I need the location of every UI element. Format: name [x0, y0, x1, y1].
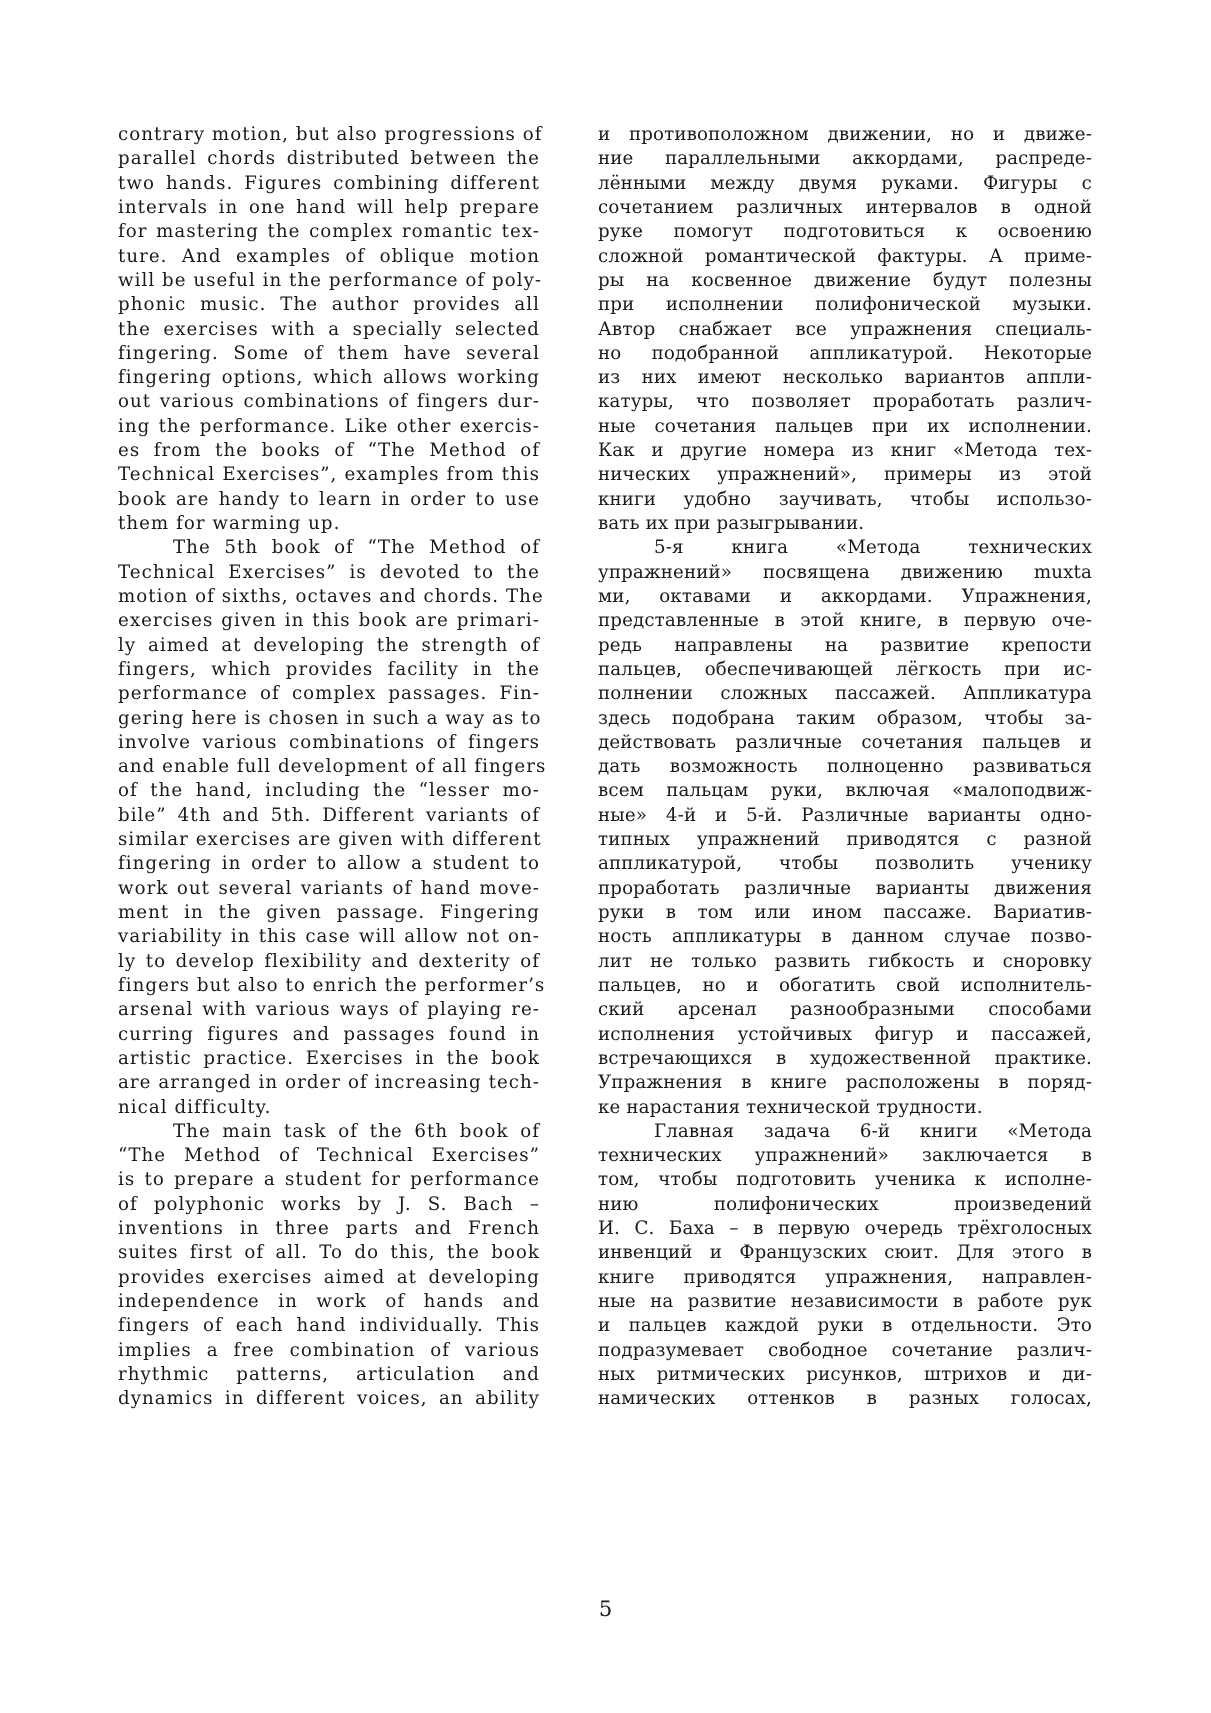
text-line: are arranged in order of increasing tech-: [118, 1072, 540, 1094]
text-line: намических оттенков в разных голосах,: [598, 1388, 1092, 1410]
text-line: действовать различные сочетания пальцев и: [598, 731, 1092, 753]
text-line: fingers but also to enrich the performer’s: [118, 974, 546, 996]
text-line: fingering. Some of them have several: [118, 342, 540, 364]
text-line: parallel chords distributed between the: [118, 148, 540, 170]
text-line: пальцев, обеспечивающей лёгкость при ис-: [598, 658, 1092, 680]
page-number: 5: [598, 1597, 613, 1621]
text-line: катуры, что позволяет проработать различ-: [598, 391, 1092, 413]
text-line: curring figures and passages found in: [118, 1023, 540, 1045]
text-line: руке помогут подготовиться к освоению: [598, 221, 1092, 243]
text-line: при исполнении полифонической музыки.: [598, 294, 1092, 316]
text-line: книги удобно заучивать, чтобы использо-: [598, 488, 1092, 510]
text-line: variability in this case will allow not on-: [118, 926, 540, 948]
text-line: и противоположном движении, но и движе-: [598, 124, 1092, 145]
text-line: инвенций и Французских сюит. Для этого в: [598, 1242, 1092, 1264]
text-line: И. С. Баха – в первую очередь трёхголосных: [598, 1218, 1092, 1240]
text-line: представленные в этой книге, в первую оче-: [598, 610, 1092, 632]
text-line: лит не только развить гибкость и сноровку: [598, 950, 1092, 972]
text-line: gering here is chosen in such a way as to: [118, 707, 542, 729]
text-line: out various combinations of fingers dur-: [118, 391, 540, 413]
text-line: nical difficulty.: [118, 1096, 272, 1118]
text-line: ский арсенал разнообразными способами: [598, 999, 1092, 1021]
text-line: dynamics in different voices, an ability: [118, 1388, 540, 1410]
text-line: ние параллельными аккордами, распреде-: [598, 148, 1092, 170]
text-line: inventions in three parts and French: [118, 1218, 540, 1240]
text-line: аппликатурой, чтобы позволить ученику: [598, 853, 1092, 875]
text-line: технических упражнений» заключается в: [598, 1145, 1092, 1167]
text-line: performance of complex passages. Fin-: [118, 683, 540, 705]
text-line: rhythmic patterns, articulation and: [118, 1363, 540, 1385]
text-line: но подобранной аппликатурой. Некоторые: [598, 342, 1092, 364]
text-line: work out several variants of hand move-: [118, 877, 540, 899]
text-line: ми, октавами и аккордами. Упражнения,: [598, 585, 1092, 607]
text-line: fingers of each hand individually. This: [118, 1315, 540, 1337]
text-line: arsenal with various ways of playing re-: [118, 999, 540, 1021]
text-line: всем пальцам руки, включая «малоподвиж-: [598, 780, 1092, 802]
text-line: suites first of all. To do this, the book: [118, 1242, 540, 1264]
text-line: ment in the given passage. Fingering: [118, 902, 540, 923]
text-line: for mastering the complex romantic tex-: [118, 221, 540, 243]
text-line: ные» 4-й и 5-й. Различные варианты одно-: [598, 804, 1092, 826]
text-line: встречающихся в художественной практике.: [598, 1047, 1092, 1069]
text-line: two hands. Figures combining different: [118, 172, 540, 194]
text-line: them for warming up.: [118, 513, 341, 534]
text-line: The 5th book of “The Method of: [173, 537, 540, 559]
text-line: similar exercises are given with different: [118, 829, 542, 851]
text-line: and enable full development of all fingers: [118, 756, 547, 778]
text-line: Как и другие номера из книг «Метода тех-: [598, 440, 1092, 462]
text-line: of the hand, including the “lesser mo-: [118, 780, 540, 802]
text-line: fingers, which provides facility in the: [118, 658, 540, 680]
text-line: исполнения устойчивых фигур и пассажей,: [598, 1023, 1092, 1045]
text-line: ные сочетания пальцев при их исполнении.: [598, 415, 1092, 437]
english-text-column: [118, 123, 547, 1412]
text-line: ly aimed at developing the strength of: [118, 634, 540, 656]
text-line: Автор снабжает все упражнения специаль-: [598, 318, 1092, 340]
text-line: полнении сложных пассажей. Аппликатура: [598, 683, 1092, 705]
text-line: ры на косвенное движение будут полезны: [598, 269, 1092, 291]
text-line: intervals in one hand will help prepare: [118, 196, 540, 218]
text-line: independence in work of hands and: [118, 1291, 540, 1312]
text-line: ность аппликатуры в данном случае позво-: [598, 926, 1092, 948]
text-line: implies a free combination of various: [118, 1339, 540, 1361]
text-line: книге приводятся упражнения, направлен-: [598, 1266, 1092, 1288]
text-line: типных упражнений приводятся с разной: [598, 829, 1092, 851]
text-line: of polyphonic works by J. S. Bach –: [118, 1193, 540, 1215]
text-line: will be useful in the performance of poly-: [118, 269, 543, 291]
text-line: упражнений» посвящена движению muxta: [598, 561, 1092, 583]
text-line: 5-я книга «Метода технических: [654, 537, 1092, 559]
text-line: is to prepare a student for performance: [118, 1169, 540, 1191]
text-line: Главная задача 6-й книги «Метода: [654, 1120, 1092, 1142]
text-line: ных ритмических рисунков, штрихов и ди-: [598, 1363, 1092, 1385]
text-line: contrary motion, but also progressions of: [118, 124, 543, 145]
text-line: Technical Exercises”, examples from this: [118, 464, 540, 486]
text-line: вать их при разыгрывании.: [598, 513, 865, 534]
text-line: ture. And examples of oblique motion: [118, 245, 540, 267]
text-line: book are handy to learn in order to use: [118, 488, 540, 510]
text-line: motion of sixths, octaves and chords. The: [118, 585, 544, 607]
text-line: здесь подобрана таким образом, чтобы за-: [598, 707, 1092, 729]
text-line: лёнными между двумя руками. Фигуры с: [598, 172, 1092, 194]
text-line: руки в том или ином пассаже. Вариатив-: [598, 902, 1092, 923]
text-line: ке нарастания технической трудности.: [598, 1096, 983, 1118]
text-line: и пальцев каждой руки в отдельности. Это: [598, 1315, 1092, 1337]
text-line: exercises given in this book are primari-: [118, 610, 540, 632]
text-line: том, чтобы подготовить ученика к исполне-: [598, 1169, 1092, 1191]
text-line: fingering in order to allow a student to: [118, 853, 540, 875]
text-line: ные на развитие независимости в работе рук: [598, 1291, 1092, 1312]
text-line: Technical Exercises” is devoted to the: [118, 561, 540, 583]
text-line: пальцев, но и обогатить свой исполнитель-: [598, 974, 1092, 996]
text-line: редь направлены на развитие крепости: [598, 634, 1092, 656]
text-line: ing the performance. Like other exercis-: [118, 415, 540, 437]
text-line: artistic practice. Exercises in the book: [118, 1047, 540, 1069]
russian-text-column: [598, 123, 1092, 1412]
text-line: fingering options, which allows working: [118, 367, 540, 389]
text-line: нию полифонических произведений: [598, 1193, 1092, 1215]
text-line: bile” 4th and 5th. Different variants of: [118, 804, 540, 826]
text-line: из них имеют несколько вариантов аппли-: [598, 367, 1092, 389]
text-line: сочетанием различных интервалов в одной: [598, 196, 1092, 218]
text-line: ly to develop flexibility and dexterity of: [118, 950, 540, 972]
text-line: дать возможность полноценно развиваться: [598, 756, 1092, 778]
text-line: нических упражнений», примеры из этой: [598, 464, 1092, 486]
text-line: the exercises with a specially selected: [118, 318, 540, 340]
text-line: подразумевает свободное сочетание различ-: [598, 1339, 1092, 1361]
text-line: phonic music. The author provides all: [118, 294, 540, 316]
text-line: The main task of the 6th book of: [173, 1120, 540, 1142]
text-line: проработать различные варианты движения: [598, 877, 1092, 899]
text-line: involve various combinations of fingers: [118, 731, 540, 753]
text-line: Упражнения в книге расположены в поряд-: [598, 1072, 1092, 1094]
text-line: “The Method of Technical Exercises”: [118, 1145, 540, 1167]
text-line: es from the books of “The Method of: [118, 440, 540, 462]
text-line: сложной романтической фактуры. А приме-: [598, 245, 1092, 267]
text-line: provides exercises aimed at developing: [118, 1266, 540, 1288]
